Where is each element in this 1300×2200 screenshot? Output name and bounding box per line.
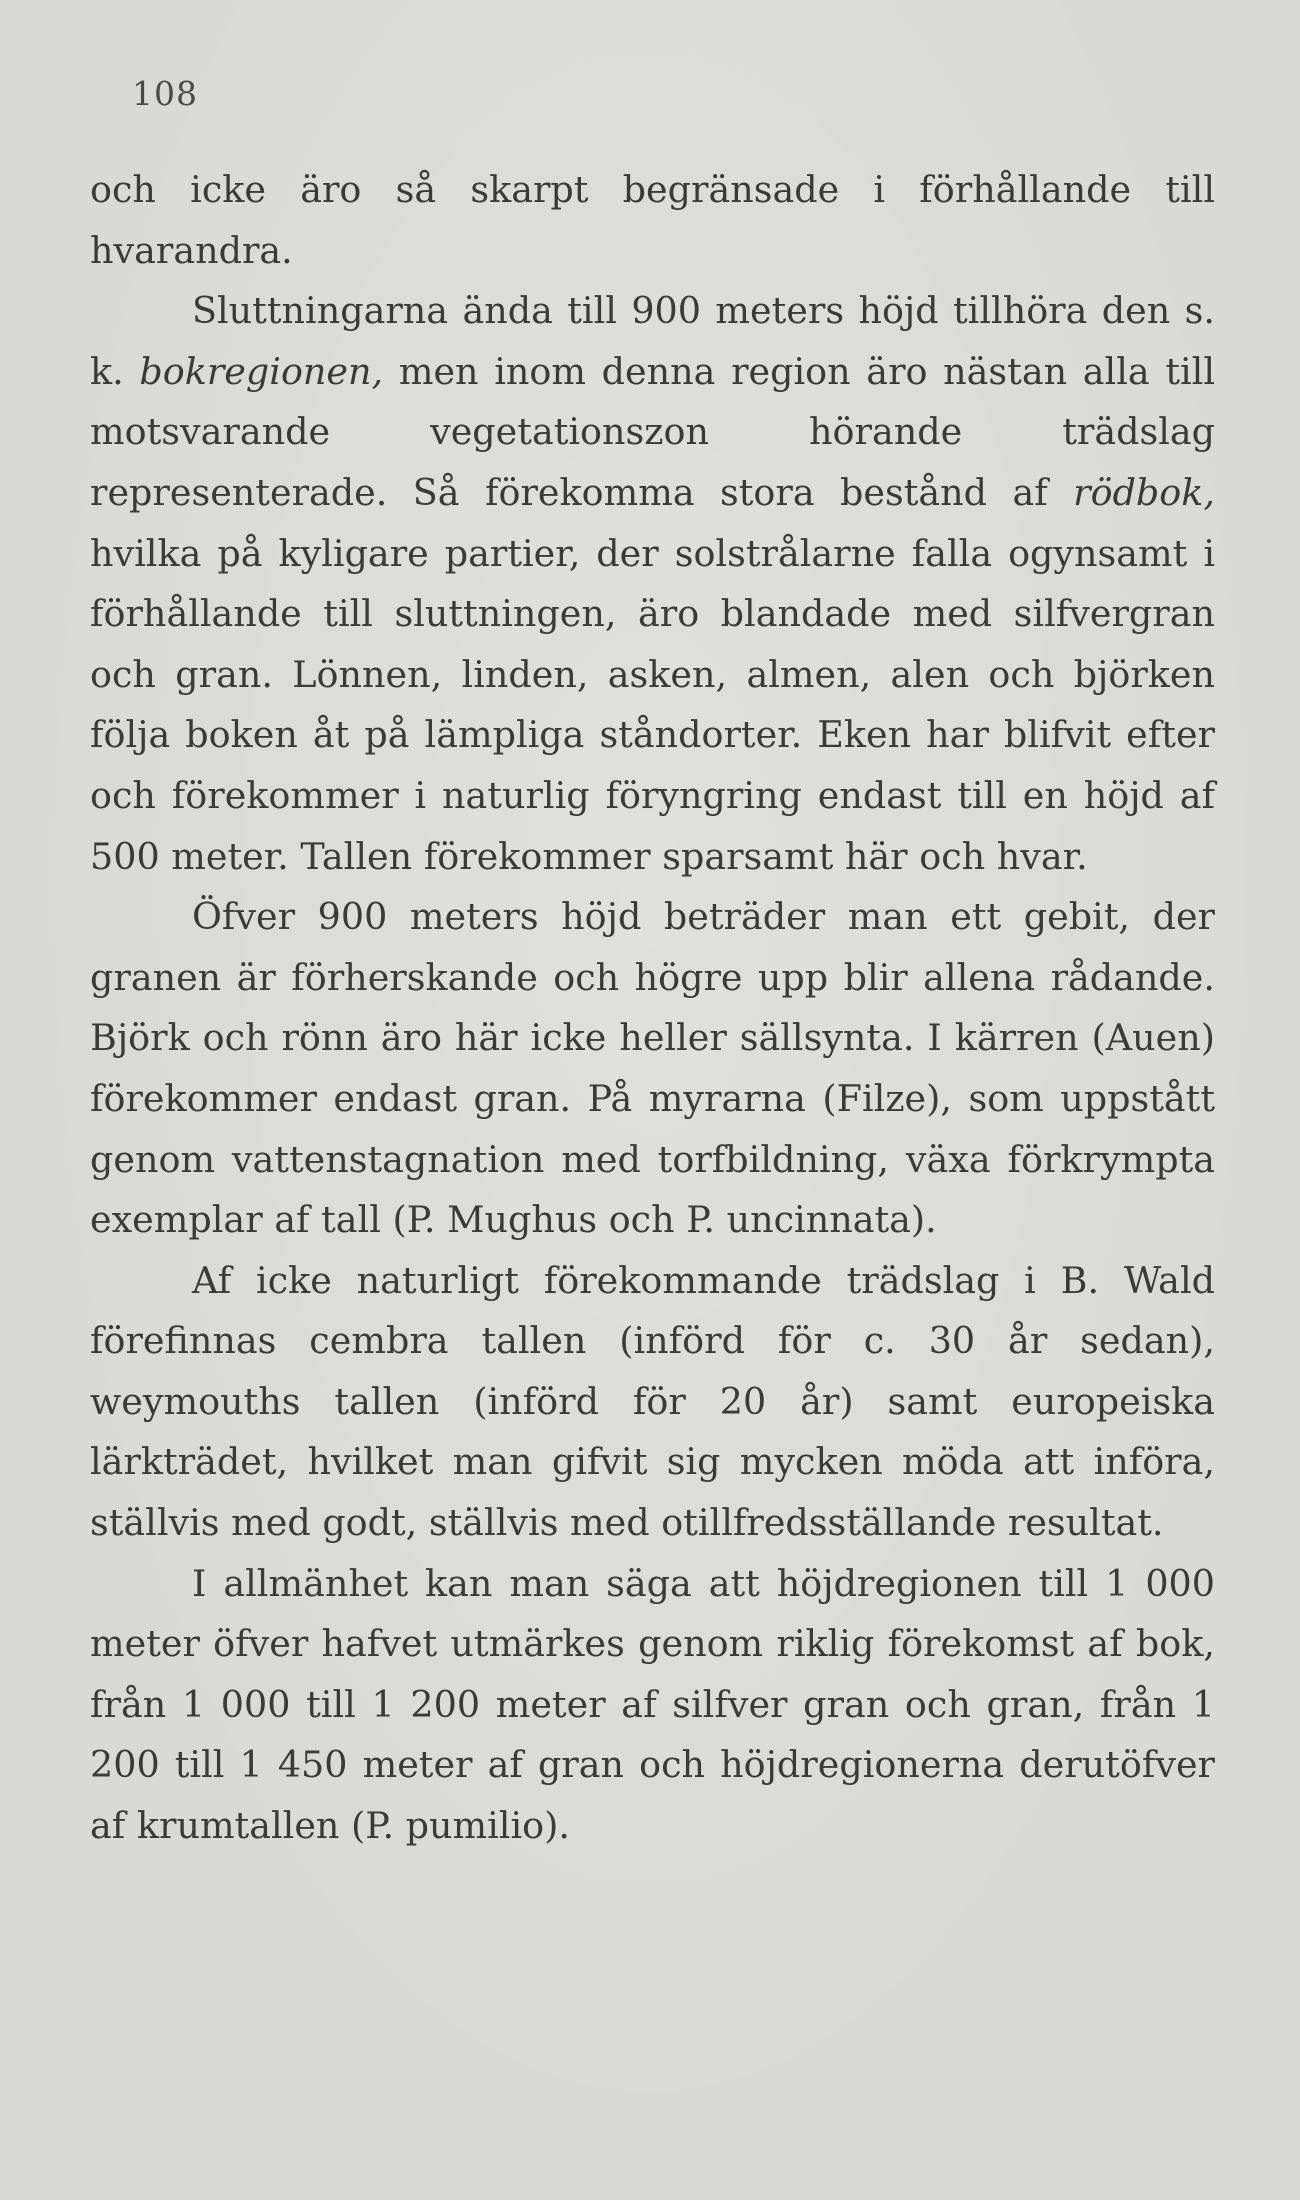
paragraph-text: hvilka på kyligare partier, der solstrålarne falla ogynsamt i förhållande till sluttningen, äro blandade med silfvergran och gran. Lönnen, linden, asken, almen, alen och björken följa boken åt på lämpliga ståndorter. Eken har blifvit efter och förekommer i naturlig föryngring endast till en höjd af 500 meter. Tallen förekommer sparsamt här och hvar. <box>90 531 1215 878</box>
paragraph-text: men inom denna region äro nästan alla till motsvarande vegetationszon hörande trädslag representerade. Så förekomma stora bestånd af <box>90 349 1216 514</box>
paragraph <box>90 160 1215 281</box>
paragraph-text: Öfver 900 meters höjd beträder man ett gebit, der granen är förherskande och högre upp blir allena rådande. Björk och rönn äro här icke heller sällsynta. I kärren (Auen) förekommer endast gran. På myrarna (Filze), som uppstått genom vattenstagnation med torfbildning, växa förkrympta exemplar af tall (P. Mughus och P. uncinnata). <box>90 895 1215 1242</box>
paragraph-text: Af icke naturligt förekommande trädslag i B. Wald förefinnas cembra tallen (införd för c. 30 år sedan), weymouths tallen (införd för 20 år) samt europeiska lärkträdet, hvilket man gifvit sig mycken möda att införa, ställvis med godt, ställvis med otillfredsställande resultat. <box>90 1258 1215 1545</box>
paragraph-text: I allmänhet kan man säga att höjdregionen till 1 000 meter öfver hafvet utmärkes genom riklig förekomst af bok, från 1 000 till 1 200 meter af silfver gran och gran, från 1 200 till 1 450 meter af gran och höjdregionerna derutöfver af krumtallen (P. pumilio). <box>90 1561 1215 1848</box>
italic-term: bokregionen, <box>139 349 384 393</box>
paragraph-text: och icke äro så skarpt begränsade i förhållande till hvarandra. <box>90 168 1215 272</box>
paragraph <box>90 887 1215 1251</box>
italic-term: rödbok, <box>1073 470 1215 514</box>
page-number: 108 <box>132 74 198 113</box>
body-text <box>90 160 1215 1857</box>
paragraph <box>90 1554 1215 1857</box>
paragraph <box>90 1251 1215 1554</box>
paragraph <box>90 281 1215 887</box>
paragraph-text: Sluttningarna ända till 900 meters höjd tillhöra den s. k. <box>90 289 1215 393</box>
